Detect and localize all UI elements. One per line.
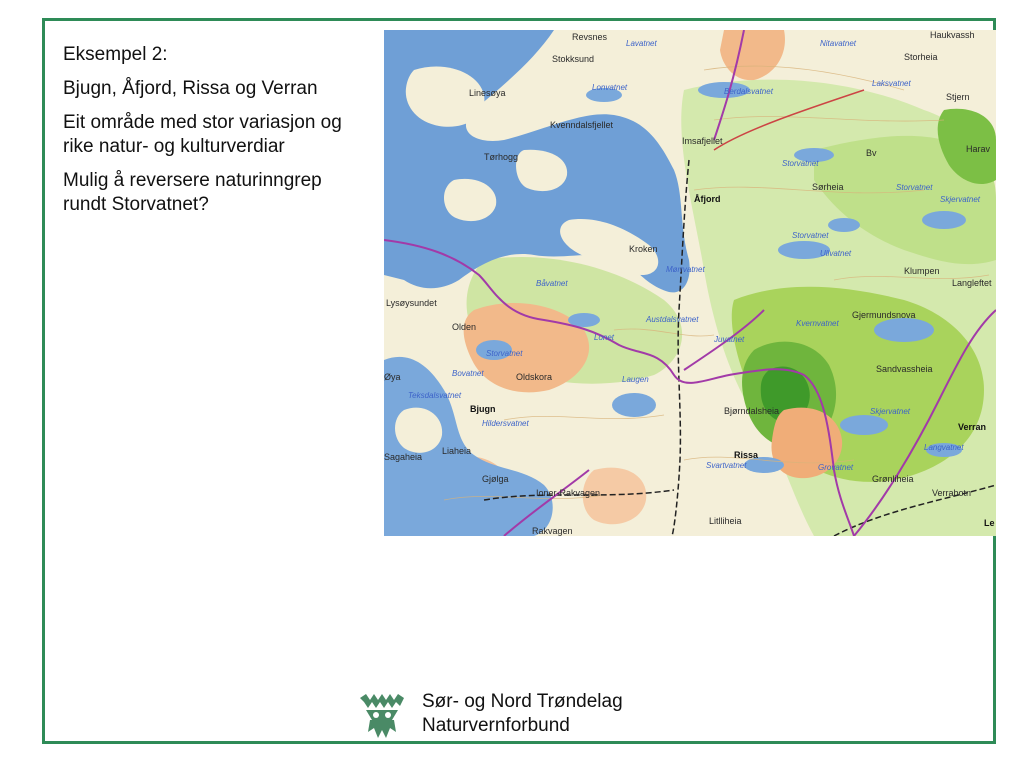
label-skjervatnet-1: Skjervatnet	[940, 195, 981, 204]
label-verrabotn: Verrabotn	[932, 488, 972, 498]
label-gjermundsnova: Gjermundsnova	[852, 310, 916, 320]
label-kvernvatnet: Kvernvatnet	[796, 319, 839, 328]
label-grovatnet: Grovatnet	[818, 463, 854, 472]
label-lonvatnet: Lonvatnet	[592, 83, 628, 92]
label-linesoya: Linesøya	[469, 88, 506, 98]
label-rissa: Rissa	[734, 450, 759, 460]
label-haukvassh: Haukvassh	[930, 30, 975, 40]
label-morrvatnet: Mørrvatnet	[666, 265, 705, 274]
label-litlliheia: Litlliheia	[709, 516, 742, 526]
label-stjern: Stjern	[946, 92, 970, 102]
label-verran: Verran	[958, 422, 987, 432]
slide-question: Mulig å reversere naturinngrep rundt Storvatnet?	[63, 170, 322, 215]
label-bjorndalsheia: Bjørndalsheia	[724, 406, 780, 416]
label-afjord: Åfjord	[694, 194, 721, 204]
label-sandvassheia: Sandvassheia	[876, 364, 933, 374]
label-berdalsvatnet: Berdalsvatnet	[724, 87, 773, 96]
label-bavatnet: Båvatnet	[536, 279, 568, 288]
label-nitavatnet: Nitavatnet	[820, 39, 857, 48]
label-lonet: Lonet	[594, 333, 615, 342]
footer	[356, 690, 623, 742]
label-le: Le	[984, 518, 995, 528]
label-stokksund: Stokksund	[552, 54, 595, 64]
lake-laugen	[612, 393, 656, 417]
label-sagaheia: Sagaheia	[384, 452, 423, 462]
lake-skjervatnet	[840, 415, 888, 435]
lake-skjervatnet-e	[922, 211, 966, 229]
label-lysoysundet: Lysøysundet	[386, 298, 437, 308]
label-gronliheia: Grønliheia	[872, 474, 914, 484]
label-sorheia: Sørheia	[812, 182, 844, 192]
footer-line2: Naturvernforbund	[422, 715, 570, 736]
naturvernforbund-logo-icon	[356, 690, 408, 742]
label-langvatnet: Langvatnet	[924, 443, 964, 452]
label-bovatnet: Bovatnet	[452, 369, 484, 378]
label-ullvatnet: Ullvatnet	[820, 249, 852, 258]
label-juvatnet: Juvatnet	[714, 335, 745, 344]
label-bv: Bv	[866, 148, 877, 158]
label-imsafjellet: Imsafjellet	[682, 136, 723, 146]
label-svartvatnet: Svartvatnet	[706, 461, 747, 470]
label-storvatnet-3: Storvatnet	[792, 231, 829, 240]
label-klumpen: Klumpen	[904, 266, 940, 276]
slide-heading: Eksempel 2:	[63, 44, 168, 65]
label-ioner-rakvagen: Ioner-Rakvagen	[536, 488, 601, 498]
label-rakvagen: Rakvagen	[532, 526, 573, 536]
footer-text	[422, 690, 623, 738]
label-bjugn: Bjugn	[470, 404, 496, 414]
label-kroken: Kroken	[629, 244, 658, 254]
label-revsnes: Revsnes	[572, 32, 608, 42]
label-kvenndalsfjellet: Kvenndalsfjellet	[550, 120, 614, 130]
label-harav: Harav	[966, 144, 991, 154]
label-laksvatnet: Laksvatnet	[872, 79, 911, 88]
label-austdalsvatnet: Austdalsvatnet	[646, 315, 699, 324]
label-liaheia: Liaheia	[442, 446, 472, 456]
label-storvatnet-2: Storvatnet	[896, 183, 933, 192]
label-lavatnet: Lavatnet	[626, 39, 657, 48]
label-skjervatnet-2: Skjervatnet	[870, 407, 911, 416]
map-image	[384, 30, 996, 536]
label-teksdalsvatnet: Teksdalsvatnet	[408, 391, 462, 400]
label-torhogg: Tørhogg	[484, 152, 519, 162]
footer-line1: Sør- og Nord Trøndelag	[422, 691, 623, 712]
label-storvatnet-4: Storvatnet	[486, 349, 523, 358]
label-oldskora: Oldskora	[516, 372, 553, 382]
lake-ullvatnet	[828, 218, 860, 232]
label-langleftet: Langleftet	[952, 278, 992, 288]
slide-place: Bjugn, Åfjord, Rissa og Verran	[63, 78, 318, 99]
label-laugen: Laugen	[622, 375, 649, 384]
slide-text	[63, 43, 363, 227]
label-storvatnet-1: Storvatnet	[782, 159, 819, 168]
map-svg	[384, 30, 996, 536]
slide-description: Eit område med stor variasjon og rike natur- og kulturverdiar	[63, 112, 342, 157]
label-gjolga: Gjølga	[482, 474, 509, 484]
label-storheia: Storheia	[904, 52, 938, 62]
label-oya: Øya	[384, 372, 401, 382]
label-hildersvatnet: Hildersvatnet	[482, 419, 529, 428]
lake-gjermundsnova	[874, 318, 934, 342]
label-olden: Olden	[452, 322, 477, 332]
